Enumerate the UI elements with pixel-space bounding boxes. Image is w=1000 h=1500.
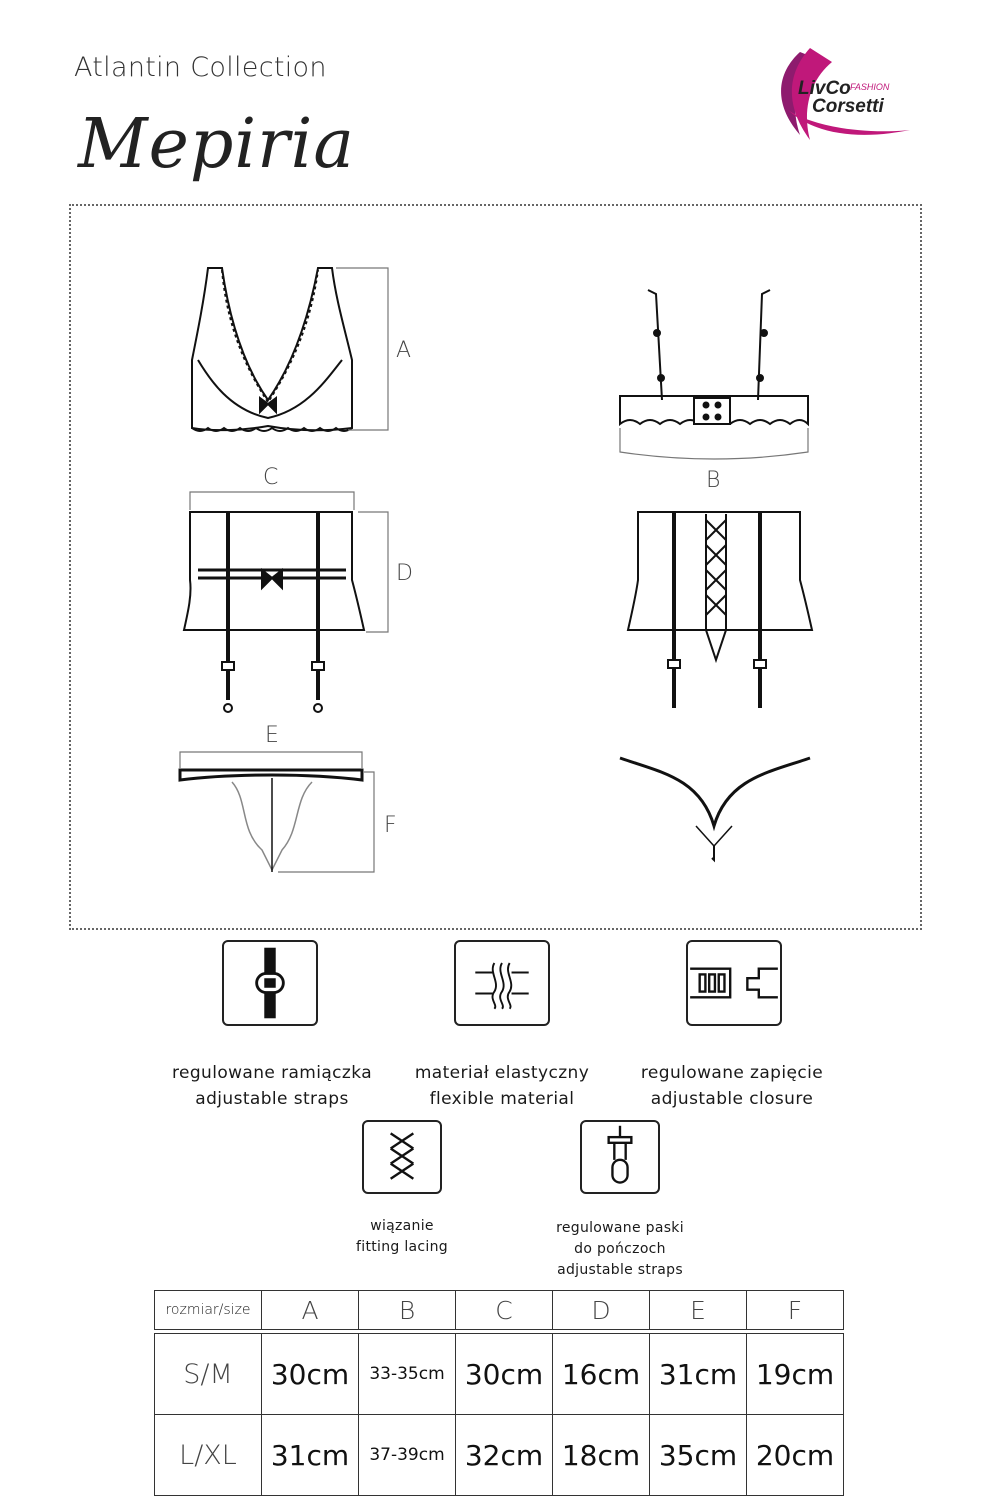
garter-belt-back-drawing <box>628 512 812 708</box>
column-a: A <box>262 1291 359 1330</box>
label-a: A <box>396 338 412 363</box>
value-cell: 30cm <box>456 1334 553 1415</box>
thong-front-drawing <box>180 770 362 872</box>
logo-fashion: FASHION <box>850 82 890 92</box>
feature-label-pl2: do pończoch <box>574 1241 666 1257</box>
bra-back-drawing <box>620 290 808 424</box>
column-b: B <box>359 1291 456 1330</box>
feature-label-en: adjustable closure <box>650 1089 814 1109</box>
feature-label-pl: regulowane paski <box>556 1220 684 1236</box>
column-d: D <box>553 1291 650 1330</box>
stocking-straps-icon <box>580 1120 660 1194</box>
size-table-header <box>154 1290 844 1330</box>
value-cell: 16cm <box>553 1334 650 1415</box>
feature-label-pl: materiał elastyczny <box>414 1063 590 1083</box>
table-row <box>155 1334 844 1415</box>
value-cell: 35cm <box>650 1415 747 1496</box>
label-f: F <box>384 813 397 838</box>
feature-flexible-material <box>390 1060 614 1112</box>
feature-label-en: adjustable straps <box>195 1089 349 1109</box>
feature-label-en: adjustable straps <box>557 1262 683 1278</box>
label-e: E <box>265 723 279 748</box>
feature-adjustable-straps <box>150 1060 394 1112</box>
size-header-label: rozmiar/size <box>155 1291 262 1330</box>
thong-back-drawing <box>620 758 810 860</box>
flexible-material-icon <box>454 940 550 1026</box>
product-title: Mepiria <box>78 105 355 184</box>
feature-label-en: fitting lacing <box>356 1239 448 1255</box>
label-c: C <box>263 465 279 490</box>
collection-name: Atlantin Collection <box>74 52 327 83</box>
feature-fitting-lacing <box>312 1216 492 1258</box>
value-cell: 32cm <box>456 1415 553 1496</box>
bra-front-drawing <box>192 268 352 431</box>
size-cell: L/XL <box>155 1415 262 1496</box>
fitting-lacing-icon <box>362 1120 442 1194</box>
logo-livco: LivCo <box>798 78 851 99</box>
value-cell: 31cm <box>650 1334 747 1415</box>
feature-adjustable-closure <box>620 1060 844 1112</box>
label-b: B <box>706 468 721 493</box>
column-e: E <box>650 1291 747 1330</box>
column-f: F <box>747 1291 844 1330</box>
value-cell: 18cm <box>553 1415 650 1496</box>
value-cell: 31cm <box>262 1415 359 1496</box>
feature-label-pl: regulowane zapięcie <box>640 1063 824 1083</box>
column-c: C <box>456 1291 553 1330</box>
value-cell: 37-39cm <box>359 1415 456 1496</box>
feature-label-en: flexible material <box>429 1089 575 1109</box>
logo-corsetti: Corsetti <box>812 96 884 117</box>
value-cell: 19cm <box>747 1334 844 1415</box>
table-row <box>155 1415 844 1496</box>
label-d: D <box>396 561 413 586</box>
value-cell: 33-35cm <box>359 1334 456 1415</box>
value-cell: 30cm <box>262 1334 359 1415</box>
adjustable-closure-icon <box>686 940 782 1026</box>
feature-label-pl: regulowane ramiączka <box>171 1063 373 1083</box>
garter-belt-front-drawing <box>184 512 364 712</box>
value-cell: 20cm <box>747 1415 844 1496</box>
adjustable-straps-icon <box>222 940 318 1026</box>
feature-label-pl: wiązanie <box>370 1218 434 1234</box>
size-table <box>154 1333 844 1496</box>
feature-stocking-straps <box>530 1218 710 1281</box>
size-cell: S/M <box>155 1334 262 1415</box>
